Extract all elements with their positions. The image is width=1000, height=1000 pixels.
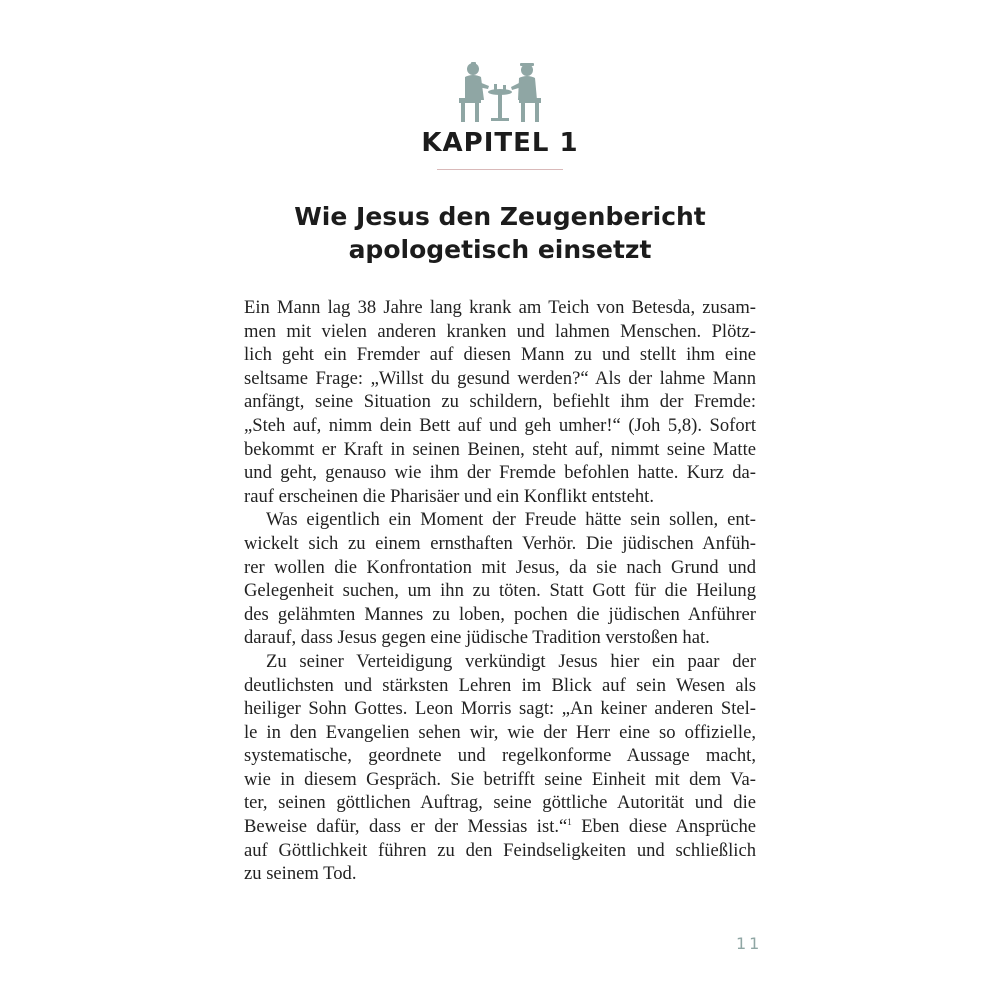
text-line: rauf erscheinen die Pharisäer und ein Konflikt entsteht. [244,485,654,507]
text-line: wie in diesem Gespräch. Sie betrifft seine Einheit mit dem Va- [244,768,756,790]
footnote-ref[interactable]: 1 [567,816,572,827]
text-line: systematische, geordnete und regelkonforme Aussage macht, [244,745,756,767]
text-line: Ein Mann lag 38 Jahre lang krank am Teich von Betesda, zusam- [244,297,756,318]
text-line: Gelegenheit suchen, um ihn zu töten. Statt Gott für die Heilung [244,580,756,602]
text-line: Zu seiner Verteidigung verkündigt Jesus hier ein paar der [266,650,756,672]
body-text [244,296,756,886]
text-line: darauf, dass Jesus gegen eine jüdische Tradition verstoßen hat. [244,627,710,649]
text-line: des gelähmten Mannes zu loben, pochen die jüdischen Anführer [244,603,756,625]
text-line: heiliger Sohn Gottes. Leon Morris sagt: „An keiner anderen Stel- [244,698,756,720]
text-line: auf Göttlichkeit führen zu den Feindseligkeiten und schließlich [244,839,756,861]
text-line: lich geht ein Fremder auf diesen Mann zu und stellt ihm eine [244,344,756,366]
two-men-at-table-icon [455,60,545,124]
text-line: le in den Evangelien sehen wir, wie der Herr eine so offizielle, [244,721,756,743]
text-line: „Steh auf, nimm dein Bett auf und geh umher!“ (Joh 5,8). Sofort [244,414,756,436]
text-line: men mit vielen anderen kranken und lahmen Menschen. Plötz- [244,320,756,342]
quote-continuation: Eben diese Ansprüche [571,816,756,838]
text-line: Was eigentlich ein Moment der Freude hätte sein sollen, ent- [266,509,756,531]
text-line: deutlichsten und stärksten Lehren im Blick auf sein Wesen als [244,674,756,696]
text-line: rer wollen die Konfrontation mit Jesus, da sie nach Grund und [244,556,756,578]
text-line: anfängt, seine Situation zu schildern, befiehlt ihm der Fremde: [244,391,756,413]
page-number: 11 [736,934,763,953]
chapter-title-line: Wie Jesus den Zeugenbericht [294,202,706,231]
text-line: bekommt er Kraft in seinen Beinen, steht auf, nimmt seine Matte [244,438,756,460]
text-line: ter, seinen göttlichen Auftrag, seine göttliche Autorität und die [244,792,756,814]
text-line: und geht, genauso wie ihm der Fremde befohlen hatte. Kurz da- [244,462,756,484]
text-line: wickelt sich zu einem ernsthaften Verhör. Die jüdischen Anfüh- [244,532,756,554]
chapter-divider [437,169,563,170]
chapter-title-line: apologetisch einsetzt [348,235,652,264]
quote-end: Beweise dafür, dass er der Messias ist.“ [244,816,568,838]
chapter-heading: KAPITEL 1 [421,128,579,158]
text-line: seltsame Frage: „Willst du gesund werden?“ Als der lahme Mann [244,367,756,389]
text-line: zu seinem Tod. [244,863,357,885]
chapter-title [0,200,1000,266]
text-line-with-footnote [244,815,756,839]
